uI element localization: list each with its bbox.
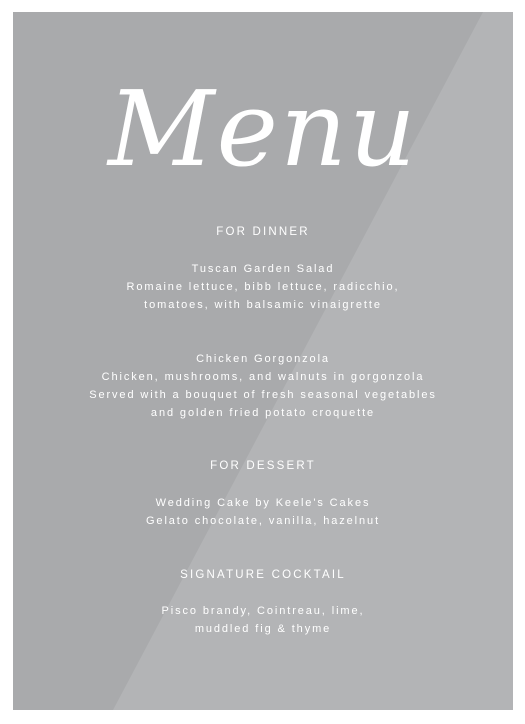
salad-description-line-1: Romaine lettuce, bibb lettuce, radicchio, (126, 281, 400, 293)
dessert-heading: FOR DESSERT (210, 460, 316, 472)
dessert-line-2: Gelato chocolate, vanilla, hazelnut (145, 515, 381, 527)
dessert-line-1: Wedding Cake by Keele's Cakes (155, 497, 371, 509)
dinner-heading: FOR DINNER (216, 226, 310, 238)
chicken-description-line-2: Served with a bouquet of fresh seasonal vegetables (89, 389, 437, 401)
menu-title: Menu (108, 68, 418, 190)
dessert-block (13, 494, 513, 530)
salad-name: Tuscan Garden Salad (191, 263, 335, 275)
menu-card (13, 12, 513, 710)
salad-description-line-2: tomatoes, with balsamic vinaigrette (144, 299, 382, 311)
chicken-name: Chicken Gorgonzola (196, 353, 330, 365)
cocktail-line-1: Pisco brandy, Cointreau, lime, (161, 605, 365, 617)
dinner-item-salad (13, 260, 513, 314)
dinner-item-chicken (13, 350, 513, 422)
cocktail-block (13, 602, 513, 638)
cocktail-heading: SIGNATURE COCKTAIL (180, 569, 346, 581)
chicken-description-line-3: and golden fried potato croquette (150, 407, 376, 419)
cocktail-line-2: muddled fig & thyme (194, 623, 332, 635)
chicken-description-line-1: Chicken, mushrooms, and walnuts in gorgonzola (101, 371, 425, 383)
menu-content (13, 12, 513, 710)
